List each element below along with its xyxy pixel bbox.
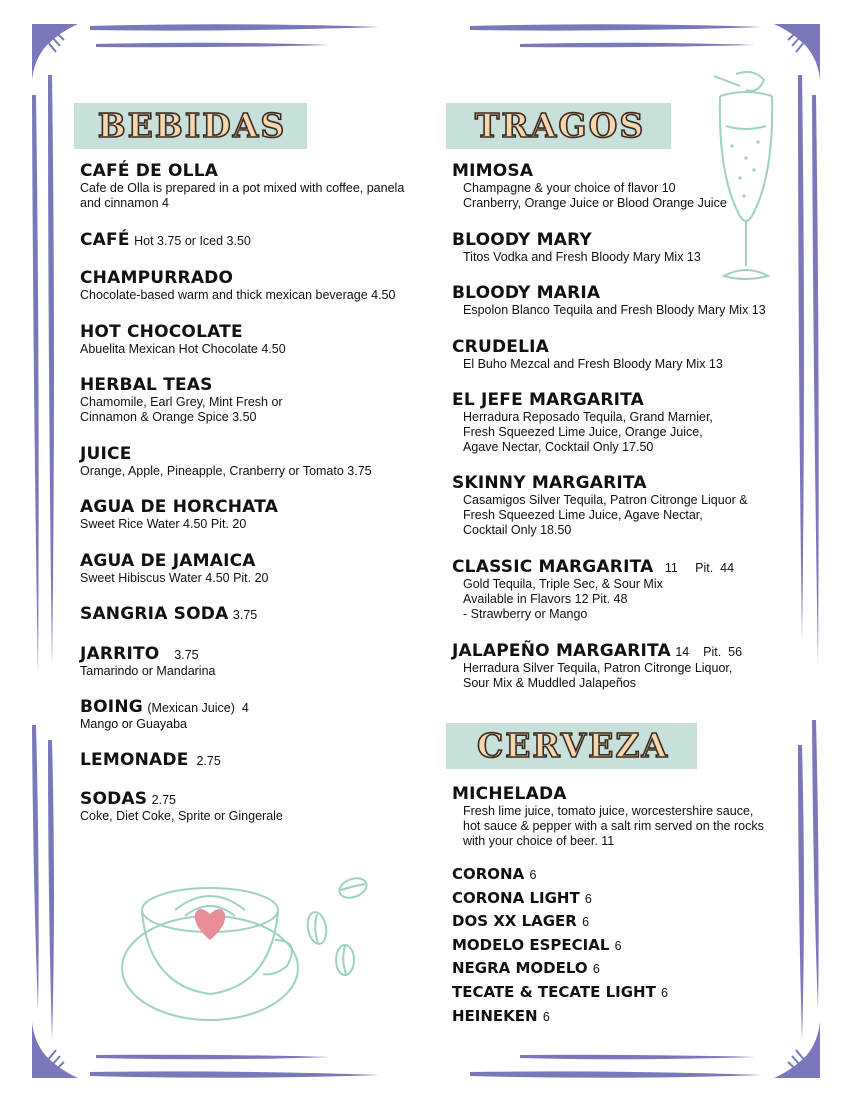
item-name: CRUDELIA <box>452 337 550 357</box>
bebidas-banner <box>74 103 307 149</box>
beer-item <box>452 912 589 930</box>
menu-item <box>80 322 425 357</box>
item-name: HEINEKEN <box>452 1006 538 1025</box>
menu-item <box>452 230 792 265</box>
beer-item <box>452 936 622 954</box>
item-name: AGUA DE HORCHATA <box>80 497 279 517</box>
coffee-bean-icon <box>305 875 369 975</box>
item-name: HERBAL TEAS <box>80 375 213 395</box>
menu-item <box>80 230 425 250</box>
item-name: CAFÉ DE OLLA <box>80 161 219 181</box>
item-price: 6 <box>661 986 668 1000</box>
item-price: Hot 3.75 or Iced 3.50 <box>134 234 251 248</box>
item-price: 3.75 <box>232 608 258 622</box>
item-description: Mango or Guayaba <box>80 717 188 731</box>
item-description: Chocolate-based warm and thick mexican beverage 4.50 <box>80 288 396 302</box>
menu-item <box>80 697 425 732</box>
item-name: EL JEFE MARGARITA <box>452 390 644 410</box>
menu-item <box>452 390 792 455</box>
menu-item <box>80 444 425 479</box>
item-name: JUICE <box>80 444 132 464</box>
menu-item <box>452 473 792 538</box>
item-name: BLOODY MARIA <box>452 283 601 303</box>
item-name: SODAS <box>80 789 148 809</box>
beer-item <box>452 889 592 907</box>
menu-item <box>80 375 425 425</box>
item-name: JALAPEÑO MARGARITA <box>452 641 671 661</box>
item-price: 6 <box>529 868 537 882</box>
item-description: Coke, Diet Coke, Sprite or Gingerale <box>80 809 283 823</box>
menu-item <box>80 604 425 624</box>
item-price: 3.75 <box>163 648 199 662</box>
item-description: Cafe de Olla is prepared in a pot mixed with coffee, panela and cinnamon 4 <box>80 181 405 210</box>
item-name: MODELO ESPECIAL <box>452 935 610 954</box>
item-description: Fresh lime juice, tomato juice, worcestershire sauce, hot sauce & pepper with a salt rim served on the rocks with your choice of beer. 11 <box>463 804 764 848</box>
menu-item <box>452 283 792 318</box>
item-name: TECATE & TECATE LIGHT <box>452 983 656 1001</box>
item-description: Abuelita Mexican Hot Chocolate 4.50 <box>80 342 286 356</box>
coffee-cup-icon <box>115 868 375 1038</box>
menu-item <box>452 557 792 622</box>
item-description: Tamarindo or Mandarina <box>80 664 216 678</box>
item-description: Sweet Rice Water 4.50 Pit. 20 <box>80 517 247 531</box>
item-name: CORONA <box>452 865 525 883</box>
item-name: CAFÉ <box>80 230 130 250</box>
item-name: DOS XX LAGER <box>452 912 577 931</box>
menu-item <box>452 337 792 372</box>
beer-item <box>452 865 536 883</box>
item-price: 2.75 <box>192 754 221 768</box>
item-description: Herradura Silver Tequila, Patron Citronge Liquor, Sour Mix & Muddled Jalapeños <box>463 661 733 690</box>
item-name: BLOODY MARY <box>452 230 592 250</box>
cerveza-banner <box>446 723 697 769</box>
item-name: HOT CHOCOLATE <box>80 322 243 342</box>
beer-item <box>452 959 600 977</box>
menu-item <box>80 268 425 303</box>
item-description: El Buho Mezcal and Fresh Bloody Mary Mix 13 <box>463 357 723 371</box>
tragos-banner <box>446 103 671 149</box>
item-description: Espolon Blanco Tequila and Fresh Bloody Mary Mix 13 <box>463 303 766 317</box>
item-price: 14 Pit. 56 <box>675 645 743 659</box>
item-price: 11 Pit. 44 <box>657 561 735 575</box>
item-price: 6 <box>614 938 622 953</box>
section-title: TRAGOS <box>474 106 646 145</box>
menu-item <box>80 750 425 770</box>
item-name: MICHELADA <box>452 784 567 804</box>
item-name: SKINNY MARGARITA <box>452 473 647 493</box>
section-title: CERVEZA <box>476 726 670 765</box>
heart-icon <box>195 909 225 940</box>
menu-item <box>80 551 425 586</box>
item-price: 6 <box>592 962 600 977</box>
item-price: 6 <box>584 891 592 906</box>
item-description: Chamomile, Earl Grey, Mint Fresh or Cinnamon & Orange Spice 3.50 <box>80 395 283 424</box>
menu-item <box>80 161 425 211</box>
item-name: CHAMPURRADO <box>80 268 234 288</box>
item-price: 2.75 <box>151 793 177 807</box>
item-description: Titos Vodka and Fresh Bloody Mary Mix 13 <box>463 250 701 264</box>
item-name: CORONA LIGHT <box>452 888 580 907</box>
item-description: Orange, Apple, Pineapple, Cranberry or Tomato 3.75 <box>80 464 372 478</box>
item-name: SANGRIA SODA <box>80 604 229 624</box>
item-price: (Mexican Juice) 4 <box>147 701 249 715</box>
item-name: CLASSIC MARGARITA <box>452 557 654 577</box>
item-price: 6 <box>582 915 590 930</box>
beer-item <box>452 983 668 1001</box>
beer-item <box>452 1007 550 1025</box>
item-name: BOING <box>80 697 143 717</box>
item-description: Casamigos Silver Tequila, Patron Citronge Liquor & Fresh Squeezed Lime Juice, Agave Nectar, Cocktail Only 18.50 <box>463 493 748 537</box>
section-title: BEBIDAS <box>97 106 287 145</box>
item-name: MIMOSA <box>452 161 534 181</box>
item-name: JARRITO <box>80 644 160 664</box>
item-name: AGUA DE JAMAICA <box>80 551 256 571</box>
menu-item <box>80 644 425 679</box>
item-description: Gold Tequila, Triple Sec, & Sour Mix Available in Flavors 12 Pit. 48 - Strawberry or Mango <box>463 577 663 621</box>
menu-item <box>452 161 792 211</box>
menu-item <box>80 497 425 532</box>
menu-item <box>452 641 792 691</box>
michelada-item <box>452 784 792 849</box>
item-description: Champagne & your choice of flavor 10 Cranberry, Orange Juice or Blood Orange Juice <box>463 181 727 210</box>
item-name: LEMONADE <box>80 750 189 770</box>
item-name: NEGRA MODELO <box>452 959 588 978</box>
menu-item <box>80 789 425 824</box>
item-description: Herradura Reposado Tequila, Grand Marnier, Fresh Squeezed Lime Juice, Orange Juice, Agave Nectar, Cocktail Only 17.50 <box>463 410 713 454</box>
item-price: 6 <box>542 1009 550 1024</box>
item-description: Sweet Hibiscus Water 4.50 Pit. 20 <box>80 571 269 585</box>
